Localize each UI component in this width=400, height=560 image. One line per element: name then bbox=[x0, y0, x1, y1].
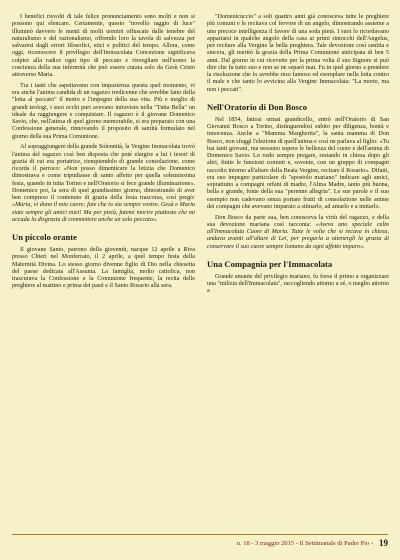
left-column bbox=[12, 14, 195, 294]
paragraph: I benefici risvolti di tale felice pronunciamento sono molti e non si possono qui elencare. Certamente, questo "novello raggio di luce" illuminò davvero le menti di molti uomini offuscate dalle tenebre del naturalismo e del razionalismo, offrendo loro la tavola di salvezza per salvaresi dagli errori filosofici, etici e politici del tempo. Allora, come oggi, riconoscere il privilegio dell'Immacolata Concezione significava colpire alla radice ogni tipo di peccato e risvegliare nell'uomo la coscienza della sua infermità che può essere curata solo da Gesù Cristo attraverso Maria. bbox=[12, 14, 195, 78]
issue-info: n. 18 - 3 maggio 2015 - Il Settimanale di Padre Pio - bbox=[236, 539, 373, 547]
quote-text: «Maria, vi dono il mio cuore; fate che io sia sempre vostro. Gesù e Maria siate sempre gli amici miei! Ma per pietà, fatemi morire piuttosto che mi accada la disgrazia di commettere anche un solo peccato». bbox=[12, 202, 195, 223]
paragraph bbox=[12, 144, 195, 224]
paragraph: Nel 1854, fattosi ormai grandicello, entrò nell'Oratorio di San Giovanni Bosco a Torino, distinguendosi subito per diligenza, bontà e innocenza. Anche a "Mamma Margherita", la santa mamma di Don Bosco, non sfuggì l'elezione di quell'anima e così ne parlava al figlio: «Tu hai tanti giovani, ma nessuno supera le bellezza del cuore e dell'anima di Domenico Savio. Lo vedo sempre pregare, restando in chiesa dopo gli altri, finite le funzioni comuni e, sovente, con un gruppo di compagni raccolto intorno all'altare della Beata Vergine, recitare il Rosario». Difatti, era suo impegno particolare di "apostolo mariano" indicare agli amici, soprattutto a compagni orfani di madre, l'Alma Madre, tanto più buona, bella e grande, fonte della sua "perenne allegria". Le sue parole e il suo esempio non cadevano senza portare frutti di consolazione nelle anime dei compagni che avevano imparato a stimarlo, ad amarlo e a imitarlo. bbox=[207, 116, 389, 210]
paragraph: Grande amante del privilegio mariano, fu forse il primo a organizzare una "milizia dell'Immacolata", raccogliendo attorno a sé, o meglio attorno a bbox=[207, 273, 389, 295]
section-heading: Nell'Oratorio di Don Bosco bbox=[207, 101, 308, 112]
page-number: 19 bbox=[379, 538, 388, 548]
section-heading: Un piccolo orante bbox=[12, 232, 77, 242]
paragraph: Tra i tanti che aspettavano con impazienza questa quel momento, vi era anche l'anima candida di un ragazzo tredicenne che avrebbe fatto della "lotta al peccato" il motto e l'impegno della sua vita. Più e meglio di grandi teologi, i suoi occhi puri avevano intravisto nella "Tutta Bella" un ideale da raggiungere e conquistare. Il ragazzo è il giovane Domenico Savio, che, nell'attesa di quel giorno memorabile, si era preparato con una Confessione generale, rinnovando il proposito di santità formulato nel giorno della sua Prima Comunione. bbox=[12, 82, 195, 140]
page-footer bbox=[12, 534, 388, 551]
paragraph bbox=[207, 215, 389, 251]
quote-text: «Aveva uno speciale culto all'Immacolata Cuore di Maria. Tutte le volte che si recava in chiesa, andava avanti all'altare di Lei, per pregarla a ottenergli la grazia di conservare il suo cuore sempre lontano da ogni affetto impuro». bbox=[207, 221, 389, 250]
paragraph: Il giovane Santo, patrono della gioventù, nacque 12 aprile a Riva presso Chieri nel Monferrato, il 2 aprile, a quel tempo festa della Maternità Divina. Lo stesso giorno divenne figlio di Dio nella chiesetta del paese dedicata all'Assunta. La famiglia, molto cattolica, non trascurava la Confessione e la Comunione frequente, la recita delle preghiere al mattino e prima dei pasti e il Santo Rosario alla sera. bbox=[12, 247, 195, 290]
paragraph-text: Don Bosco da parte sua, ben conosceva la virtù del ragazzo, e della sua devozione mariana così racconta: bbox=[207, 214, 389, 228]
section-heading: Una Compagnia per l'Immacolata bbox=[207, 258, 333, 269]
paragraph-text: Al sopraggiungere della grande Solennità, la Vergine Immacolata trovò l'anima del ragazzo così ben disposta che poté elargire a lui i tesori di grazia di cui era portatrice, riempiendolo di grande consolazione, come ricorda il parroco: «Non posso dimenticare la letizia che Domenico dimostrava e come tripudiasse di santo affetto per quella solennissima festa, quando in tutta Torino e nell'Oratorio si fece grande illuminazione». Domenico poi, la sera di quel grandissimo giorno, dimostrando di aver ben compreso il contenuto di grazia della festa trascorsa, così pregò: bbox=[12, 144, 195, 201]
right-column bbox=[207, 14, 389, 299]
paragraph: "Domenicuccio" a soli quattro anni già conosceva tutte le preghiere più comuni e le recitava col fervore di un angelo, dimostrando assieme a una precoce intelligenza il favore di una soda pietà. I suoi lo ricordavano appartarsi in qualche angolo della casa ai primi rintocchi dell'Angelus, per recitare alla Vergine la bella preghiera. Tale devozione così sentita e sincera, gli meritò la grazia della Prima Comunione anticipata di ben 5 anni. Dal giorno in cui ricevette per la prima volta il suo Signore si può dire che fu tutto suo e non se ne separò mai. Fu in quel giorno a prendere la risoluzione che lo avrebbe reso famoso ed esemplare nella lotta contro il male e che tanto lo avvicina alla Vergine Immacolata: "La morte, ma non i peccati". bbox=[207, 14, 389, 93]
